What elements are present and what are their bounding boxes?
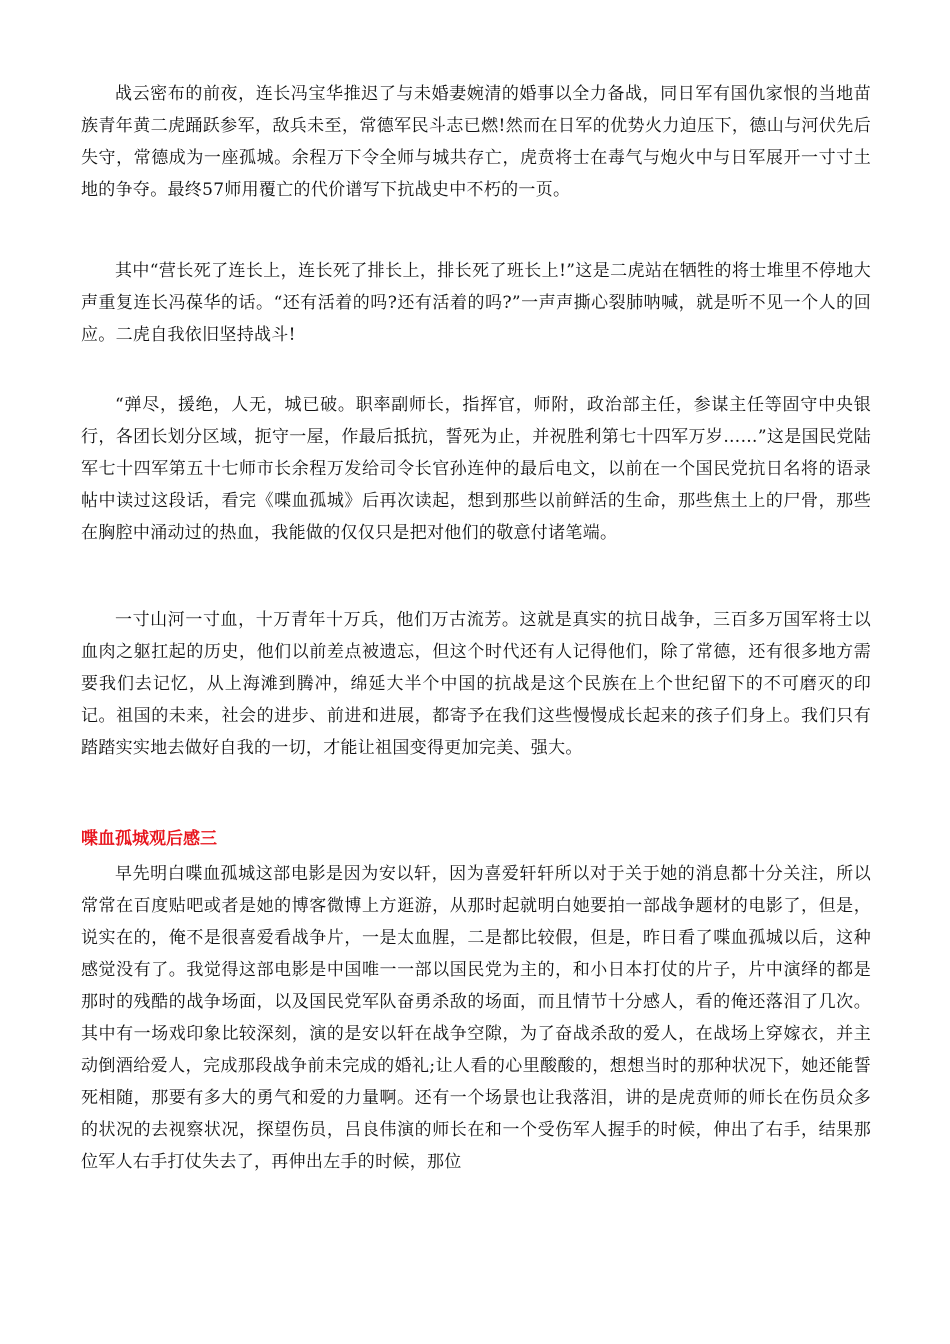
- section-heading: 喋血孤城观后感三: [81, 829, 217, 849]
- body-paragraph-3: “弹尽，援绝，人无，城已破。职率副师长，指挥官，师附，政治部主任，参谋主任等固守中央银行，各团长划分区域，扼守一屋，作最后抵抗，誓死为止，并祝胜利第七十四军万岁……”这是国民党陆军七十四军第五十七师市长余程万发给司令长官孙连仲的最后电文，以前在一个国民党抗日名将的语录帖中读过这段话，看完《喋血孤城》后再次读起，想到那些以前鲜活的生命，那些焦土上的尸骨，那些在胸腔中涌动过的热血，我能做的仅仅只是把对他们的敬意付诸笔端。: [81, 395, 871, 543]
- body-paragraph-4: 一寸山河一寸血，十万青年十万兵，他们万古流芳。这就是真实的抗日战争，三百多万国军将士以血肉之躯扛起的历史，他们以前差点被遗忘，但这个时代还有人记得他们，除了常德，还有很多地方需要我们去记忆，从上海滩到腾冲，绵延大半个中国的抗战是这个民族在上个世纪留下的不可磨灭的印记。祖国的未来，社会的进步、前进和进展，都寄予在我们这些慢慢成长起来的孩子们身上。我们只有踏踏实实地去做好自我的一切，才能让祖国变得更加完美、强大。: [81, 610, 871, 758]
- section-paragraph: 早先明白喋血孤城这部电影是因为安以轩，因为喜爱轩轩所以对于关于她的消息都十分关注，所以常常在百度贴吧或者是她的博客微博上方逛游，从那时起就明白她要拍一部战争题材的电影了，但是，说实在的，俺不是很喜爱看战争片，一是太血腥，二是都比较假，但是，昨日看了喋血孤城以后，这种感觉没有了。我觉得这部电影是中国唯一一部以国民党为主的，和小日本打仗的片子，片中演绎的都是那时的残酷的战争场面，以及国民党军队奋勇杀敌的场面，而且情节十分感人，看的俺还落泪了几次。其中有一场戏印象比较深刻，演的是安以轩在战争空隙，为了奋战杀敌的爱人，在战场上穿嫁衣，并主动倒酒给爱人，完成那段战争前未完成的婚礼;让人看的心里酸酸的，想想当时的那种状况下，她还能誓死相随，那要有多大的勇气和爱的力量啊。还有一个场景也让我落泪，讲的是虎贲师的师长在伤员众多的状况的去视察状况，探望伤员，吕良伟演的师长在和一个受伤军人握手的时候，伸出了右手，结果那位军人右手打仗失去了，再伸出左手的时候，那位: [81, 864, 871, 1172]
- body-paragraph-2: 其中“营长死了连长上，连长死了排长上，排长死了班长上!”这是二虎站在牺牲的将士堆里不停地大声重复连长冯葆华的话。“还有活着的吗?还有活着的吗?”一声声撕心裂肺呐喊，就是听不见一个人的回应。二虎自我依旧坚持战斗!: [81, 261, 871, 345]
- body-paragraph-1: 战云密布的前夜，连长冯宝华推迟了与未婚妻婉清的婚事以全力备战，同日军有国仇家恨的当地苗族青年黄二虎踊跃参军，敌兵未至，常德军民斗志已燃!然而在日军的优势火力迫压下，德山与河伏先后失守，常德成为一座孤城。余程万下令全师与城共存亡，虎贲将士在毒气与炮火中与日军展开一寸寸土地的争夺。最终57师用覆亡的代价谱写下抗战史中不朽的一页。: [81, 84, 871, 200]
